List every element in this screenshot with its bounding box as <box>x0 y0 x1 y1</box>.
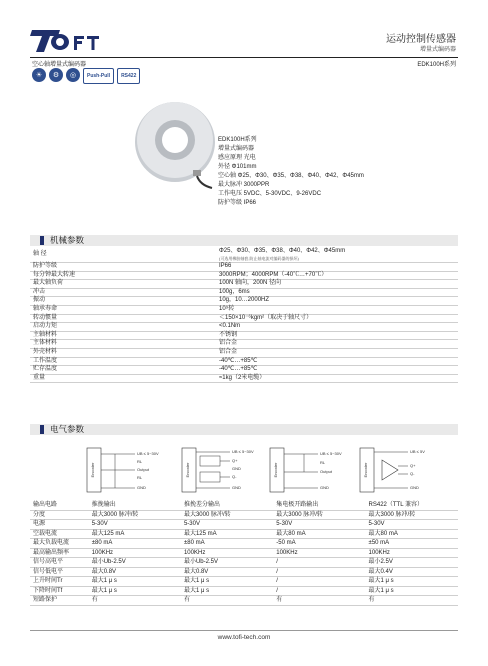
push-pull-icon: Push-Pull <box>83 68 114 84</box>
param-value: 100KHz <box>366 548 458 558</box>
param-value: ±80 mA <box>89 539 181 549</box>
svg-text:Encoder: Encoder <box>363 462 368 478</box>
param-value: 最大80 mA <box>366 529 458 539</box>
table-row <box>30 596 458 606</box>
circuit-label: GND <box>410 485 419 490</box>
open-collector-circuit-diagram <box>268 446 358 494</box>
mechanical-title: 机械参数 <box>50 235 85 245</box>
param-value: -40℃…+85℃ <box>216 366 458 375</box>
table-row <box>30 539 458 549</box>
param-value: 100KHz <box>181 548 273 558</box>
param-value: RS422（TTL 兼容） <box>366 501 458 510</box>
spec-line: 感应原理 光电 <box>218 155 256 161</box>
param-value: 最大0.8V <box>181 567 273 577</box>
table-row <box>30 340 458 349</box>
table-row <box>30 348 458 357</box>
param-value: 最大1 μ s <box>366 577 458 587</box>
svg-text:Encoder: Encoder <box>273 462 278 478</box>
spec-line: 工作电压 5VDC、5-30VDC、9-26VDC <box>218 191 322 197</box>
param-value: 最大1 μ s <box>89 577 181 587</box>
param-label: 电源 <box>30 520 89 530</box>
table-row <box>30 305 458 314</box>
param-value: 最大3000 脉冲/转 <box>181 510 273 520</box>
circuit-label: RL <box>137 459 143 464</box>
table-row <box>30 323 458 332</box>
table-row <box>30 567 458 577</box>
param-value: 3000RPM；4000RPM（-40℃…+70℃） <box>216 271 458 280</box>
header-title: 运动控制传感器 <box>386 34 456 45</box>
param-label: 转动惯量 <box>30 314 216 323</box>
param-value: -50 mA <box>273 539 365 549</box>
circuit-label: Q+ <box>410 463 416 468</box>
param-value: 推挽差分输出 <box>181 501 273 510</box>
param-label: 最高输出频率 <box>30 548 89 558</box>
param-value: 最小Ub-2.5V <box>89 558 181 568</box>
param-label: 贮存温度 <box>30 366 216 375</box>
param-label: 下降时间Tf <box>30 586 89 596</box>
table-row <box>30 263 458 272</box>
type-label: 空心轴增量式编码器 <box>32 62 87 68</box>
param-value: 集电极开路输出 <box>273 501 365 510</box>
param-value: ＜150×10⁻⁶kgm²（取决于轴尺寸） <box>216 314 458 323</box>
param-value: 10g，10…2000HZ <box>216 297 458 306</box>
param-value: 铝合金 <box>216 340 458 349</box>
footer-url: www.tofi-tech.com <box>217 634 271 641</box>
param-value: 有 <box>273 596 365 606</box>
param-value: 100KHz <box>273 548 365 558</box>
push-pull-differential-circuit-diagram <box>180 446 270 494</box>
circuit-label: Output <box>320 469 333 474</box>
param-value: / <box>273 586 365 596</box>
table-row <box>30 297 458 306</box>
param-label: 主体材料 <box>30 340 216 349</box>
table-row <box>30 314 458 323</box>
rs422-circuit-diagram <box>358 446 448 494</box>
param-value: 最大3000 脉冲/转 <box>273 510 365 520</box>
param-value: <0.1Nm <box>216 323 458 332</box>
param-label: 外壳材料 <box>30 348 216 357</box>
param-value: 最大0.4V <box>366 567 458 577</box>
shaft-value: Φ25、Φ30、Φ35、Φ38、Φ40、Φ42、Φ45mm <box>219 247 346 254</box>
spec-line: 最大脉冲 3000PPR <box>218 182 270 188</box>
param-label: 主轴材料 <box>30 331 216 340</box>
table-row <box>30 280 458 289</box>
param-label: 空载电流 <box>30 529 89 539</box>
param-value: 5-30V <box>366 520 458 530</box>
param-label: 每分钟最大转速 <box>30 271 216 280</box>
table-row <box>30 288 458 297</box>
param-value: 有 <box>181 596 273 606</box>
param-label: 轴承寿命 <box>30 305 216 314</box>
section-marker <box>40 236 44 245</box>
param-value: 铝合金 <box>216 348 458 357</box>
shaft-note: (可选用橡胶轴套,防止轴电流对编码器的损坏) <box>219 255 299 261</box>
wheel-icon: ◎ <box>66 68 80 82</box>
param-label: 冲击 <box>30 288 216 297</box>
table-row <box>30 548 458 558</box>
table-row <box>30 247 458 263</box>
table-row <box>30 357 458 366</box>
table-row <box>30 366 458 375</box>
mechanical-table <box>30 247 458 383</box>
series-label: EDK100H系列 <box>417 62 456 68</box>
tofi-logo <box>30 28 100 54</box>
param-value: 有 <box>366 596 458 606</box>
electrical-title: 电气参数 <box>50 424 85 434</box>
svg-text:Encoder: Encoder <box>185 462 190 478</box>
spec-line: 增量式编码器 <box>218 146 255 152</box>
spec-line: 空心轴 Φ25、Φ30、Φ35、Φ38、Φ40、Φ42、Φ45mm <box>218 173 364 179</box>
param-value: 最大125 mA <box>89 529 181 539</box>
param-label: 信号低电平 <box>30 567 89 577</box>
circuit-label: GND <box>137 485 146 490</box>
param-label: 防护等级 <box>30 263 216 272</box>
spec-line: EDK100H系列 <box>218 137 257 143</box>
param-value: / <box>273 567 365 577</box>
param-value: 最大1 μ s <box>366 586 458 596</box>
gear-icon: ⚙ <box>49 68 63 82</box>
param-value: ≈1kg（2米电缆） <box>216 374 458 383</box>
param-value: 100N 轴向，200N 径向 <box>216 280 458 289</box>
table-row <box>30 501 458 510</box>
table-row <box>30 586 458 596</box>
param-value: / <box>273 577 365 587</box>
circuit-label: GND <box>320 485 329 490</box>
mechanical-section-header <box>30 235 458 246</box>
svg-text:Encoder: Encoder <box>90 462 95 478</box>
param-label: 轴 径 <box>30 247 216 263</box>
circuit-label: RL <box>137 475 143 480</box>
param-value: 最大1 μ s <box>181 577 273 587</box>
circuit-label: GND <box>232 466 241 471</box>
param-value: 最大125 mA <box>181 529 273 539</box>
param-label: 短路保护 <box>30 596 89 606</box>
electrical-table <box>30 501 458 606</box>
header-divider <box>30 57 458 58</box>
push-pull-circuit-diagram <box>85 446 175 494</box>
table-row <box>30 529 458 539</box>
table-row <box>30 577 458 587</box>
param-value: 最小2.5V <box>366 558 458 568</box>
param-label: 上升时间Tr <box>30 577 89 587</box>
param-value: 100KHz <box>89 548 181 558</box>
param-value: ±80 mA <box>181 539 273 549</box>
param-value: 最大0.8V <box>89 567 181 577</box>
param-value: 最大80 mA <box>273 529 365 539</box>
param-label: 重量 <box>30 374 216 383</box>
param-value: 最大1 μ s <box>89 586 181 596</box>
feature-icons <box>32 68 140 84</box>
param-value: 100g，6ms <box>216 288 458 297</box>
param-value: 最小Ub-2.5V <box>181 558 273 568</box>
param-value: IP66 <box>216 263 458 272</box>
circuit-label: Output <box>137 467 150 472</box>
rs422-icon: RS422 <box>117 68 140 84</box>
circuit-label: UB ≤ 5~30V <box>137 451 159 456</box>
circuit-label: RL <box>320 460 326 465</box>
table-row <box>30 374 458 383</box>
circuit-label: UB ≤ 5~30V <box>320 451 342 456</box>
param-label: 输出电路 <box>30 501 89 510</box>
param-value: ±50 mA <box>366 539 458 549</box>
circuit-label: UB ≤ 5V <box>410 449 425 454</box>
param-value: 5-30V <box>273 520 365 530</box>
table-row <box>30 510 458 520</box>
circuit-label: Q- <box>410 471 415 476</box>
param-value <box>216 247 458 263</box>
param-value: 不锈钢 <box>216 331 458 340</box>
circuit-label: Q- <box>232 474 237 479</box>
param-label: 振动 <box>30 297 216 306</box>
header-subtitle: 增量式编码器 <box>419 47 456 53</box>
param-value: 5-30V <box>181 520 273 530</box>
table-row <box>30 558 458 568</box>
table-row <box>30 271 458 280</box>
table-row <box>30 331 458 340</box>
circuit-label: UB ≤ 5~30V <box>232 449 254 454</box>
footer-divider <box>30 630 458 631</box>
param-value: 推挽输出 <box>89 501 181 510</box>
sun-icon: ☀ <box>32 68 46 82</box>
param-value: 10⁹转 <box>216 305 458 314</box>
param-value: 5-30V <box>89 520 181 530</box>
spec-line: 外径 Φ101mm <box>218 164 257 170</box>
product-specs <box>218 136 364 208</box>
circuit-label: Q+ <box>232 458 238 463</box>
param-label: 启动力矩 <box>30 323 216 332</box>
encoder-product-image <box>130 90 220 190</box>
param-label: 最大轴负荷 <box>30 280 216 289</box>
section-marker <box>40 425 44 434</box>
param-label: 最大负载电流 <box>30 539 89 549</box>
param-label: 信号高电平 <box>30 558 89 568</box>
param-value: 最大1 μ s <box>181 586 273 596</box>
param-value: -40℃…+85℃ <box>216 357 458 366</box>
circuit-label: GND <box>232 485 241 490</box>
electrical-section-header <box>30 424 458 435</box>
param-value: 最大3000 脉冲/转 <box>366 510 458 520</box>
spec-line: 防护等级 IP66 <box>218 200 257 206</box>
param-value: / <box>273 558 365 568</box>
table-row <box>30 520 458 530</box>
param-value: 最大3000 脉冲/转 <box>89 510 181 520</box>
param-value: 有 <box>89 596 181 606</box>
param-label: 分度 <box>30 510 89 520</box>
param-label: 工作温度 <box>30 357 216 366</box>
